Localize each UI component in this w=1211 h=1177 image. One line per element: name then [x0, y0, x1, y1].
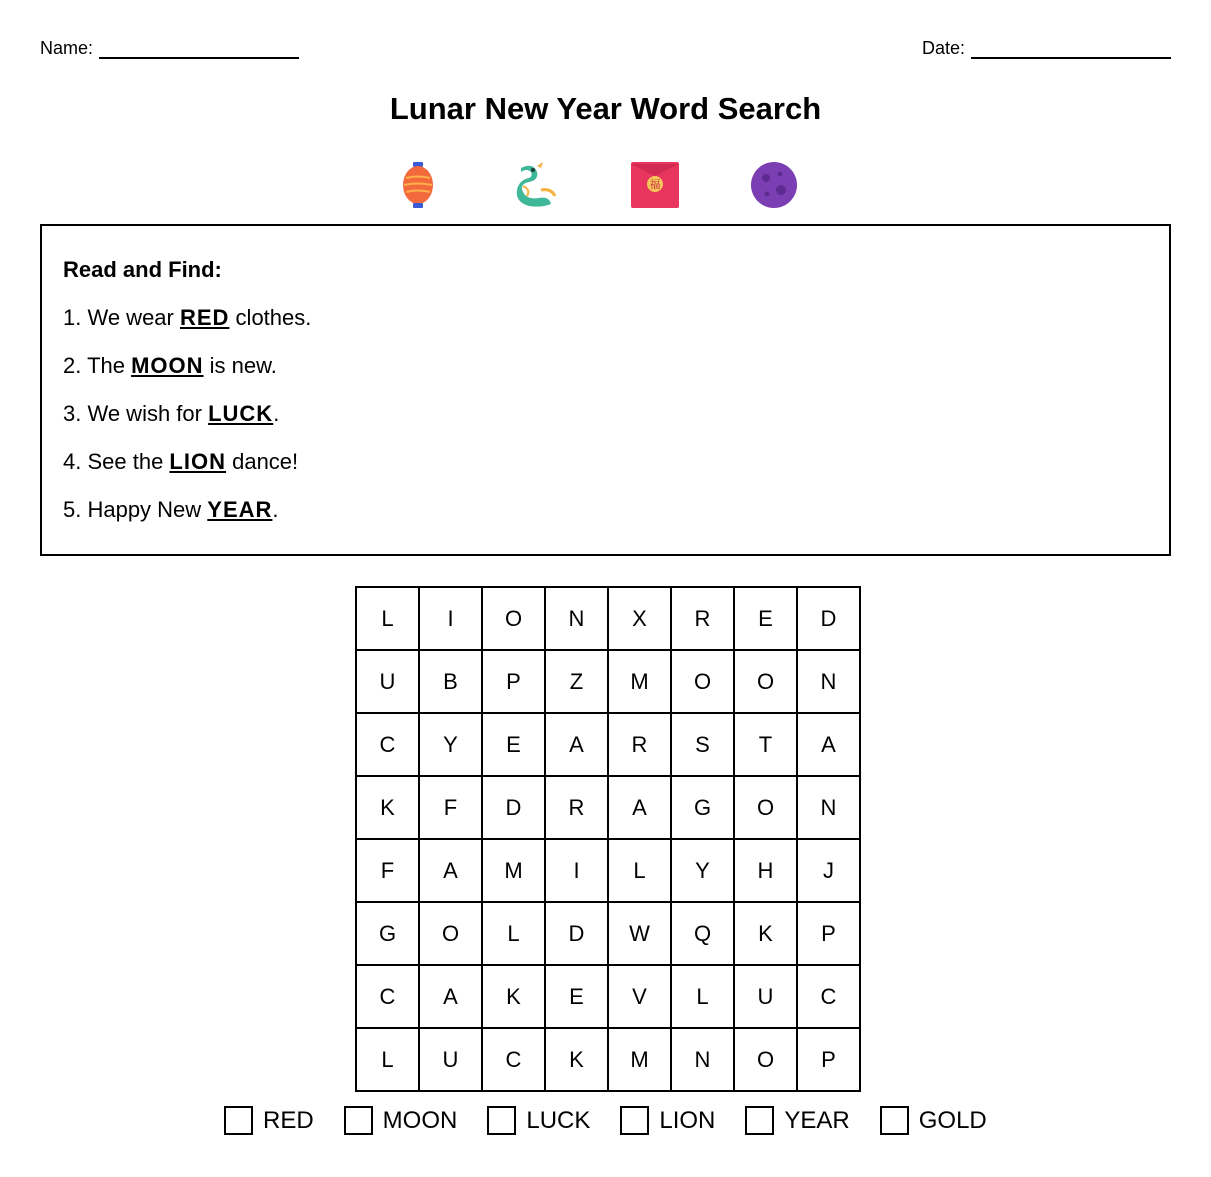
grid-cell[interactable]: U [734, 965, 797, 1028]
grid-cell[interactable]: M [482, 839, 545, 902]
grid-cell[interactable]: O [734, 650, 797, 713]
grid-cell[interactable]: U [419, 1028, 482, 1091]
grid-cell[interactable]: I [545, 839, 608, 902]
grid-cell[interactable]: V [608, 965, 671, 1028]
grid-cell[interactable]: M [608, 1028, 671, 1091]
grid-cell[interactable]: N [671, 1028, 734, 1091]
grid-cell[interactable]: Z [545, 650, 608, 713]
checklist-item-luck [487, 1106, 590, 1135]
grid-cell[interactable]: K [482, 965, 545, 1028]
grid-cell[interactable]: D [545, 902, 608, 965]
checklist-label: YEAR [784, 1106, 850, 1134]
date-label: Date: [921, 38, 965, 58]
grid-cell[interactable]: E [545, 965, 608, 1028]
word-search-grid [355, 586, 861, 1092]
checklist-label: MOON [382, 1106, 458, 1134]
grid-cell[interactable]: H [734, 839, 797, 902]
grid-cell[interactable]: C [482, 1028, 545, 1091]
grid-cell[interactable]: G [356, 902, 419, 965]
grid-cell[interactable]: Q [671, 902, 734, 965]
keyword: LION [169, 449, 226, 474]
checkbox[interactable] [224, 1106, 253, 1135]
grid-cell[interactable]: N [545, 587, 608, 650]
grid-cell[interactable]: O [482, 587, 545, 650]
grid-cell[interactable]: J [797, 839, 860, 902]
checkbox[interactable] [487, 1106, 516, 1135]
grid-cell[interactable]: T [734, 713, 797, 776]
checkbox[interactable] [620, 1106, 649, 1135]
grid-cell[interactable]: C [797, 965, 860, 1028]
grid-cell[interactable]: E [734, 587, 797, 650]
grid-cell[interactable]: P [482, 650, 545, 713]
grid-cell[interactable]: O [734, 776, 797, 839]
grid-row [356, 839, 860, 902]
grid-cell[interactable]: B [419, 650, 482, 713]
grid-cell[interactable]: K [545, 1028, 608, 1091]
sentence-5: 5. Happy New YEAR. [63, 497, 279, 522]
checklist-label: GOLD [918, 1106, 987, 1134]
grid-cell[interactable]: D [797, 587, 860, 650]
sentence-4: 4. See the LION dance! [63, 449, 299, 474]
grid-cell[interactable]: A [419, 839, 482, 902]
dragon-icon [511, 160, 561, 210]
lantern-icon [393, 160, 443, 210]
icon-row [0, 160, 1211, 212]
grid-cell[interactable]: O [419, 902, 482, 965]
grid-row [356, 587, 860, 650]
grid-cell[interactable]: C [356, 713, 419, 776]
grid-cell[interactable]: E [482, 713, 545, 776]
grid-cell[interactable]: L [356, 587, 419, 650]
name-line[interactable] [99, 41, 299, 59]
sentence-2: 2. The MOON is new. [63, 353, 277, 378]
grid-cell[interactable]: O [671, 650, 734, 713]
grid-cell[interactable]: F [419, 776, 482, 839]
grid-cell[interactable]: A [545, 713, 608, 776]
checklist-label: RED [263, 1106, 314, 1134]
moon-icon [749, 160, 799, 210]
date-field [922, 38, 1171, 59]
checklist-label: LION [659, 1106, 716, 1134]
grid-cell[interactable]: G [671, 776, 734, 839]
grid-cell[interactable]: A [797, 713, 860, 776]
page-title: Lunar New Year Word Search [389, 91, 822, 126]
checklist-item-moon [344, 1106, 458, 1135]
grid-cell[interactable]: R [545, 776, 608, 839]
grid-cell[interactable]: S [671, 713, 734, 776]
checklist-item-gold [880, 1106, 987, 1135]
name-label: Name: [40, 38, 94, 58]
keyword: MOON [131, 353, 204, 378]
checklist-item-lion [620, 1106, 715, 1135]
grid-row [356, 965, 860, 1028]
header-row [40, 38, 1171, 62]
grid-cell[interactable]: W [608, 902, 671, 965]
date-line[interactable] [971, 41, 1171, 59]
grid-cell[interactable]: N [797, 776, 860, 839]
checklist-label: LUCK [526, 1106, 591, 1134]
grid-cell[interactable]: O [734, 1028, 797, 1091]
grid-cell[interactable]: L [671, 965, 734, 1028]
grid-cell[interactable]: N [797, 650, 860, 713]
grid-cell[interactable]: K [356, 776, 419, 839]
grid-cell[interactable]: D [482, 776, 545, 839]
grid-cell[interactable]: L [356, 1028, 419, 1091]
checkbox[interactable] [745, 1106, 774, 1135]
instructions-heading: Read and Find: [63, 257, 222, 282]
grid-row [356, 713, 860, 776]
keyword: RED [179, 305, 230, 330]
grid-cell[interactable]: P [797, 902, 860, 965]
grid-cell[interactable]: K [734, 902, 797, 965]
grid-row [356, 776, 860, 839]
grid-cell[interactable]: Y [419, 713, 482, 776]
sentence-3: 3. We wish for LUCK. [63, 401, 280, 426]
red-envelope-icon [630, 160, 680, 210]
grid-cell[interactable]: C [356, 965, 419, 1028]
grid-cell[interactable]: F [356, 839, 419, 902]
sentence-1: 1. We wear RED clothes. [63, 305, 312, 330]
checkbox[interactable] [880, 1106, 909, 1135]
grid-cell[interactable]: X [608, 587, 671, 650]
grid-cell[interactable]: U [356, 650, 419, 713]
read-and-find-box [40, 224, 1171, 556]
grid-cell[interactable]: A [419, 965, 482, 1028]
grid-cell[interactable]: P [797, 1028, 860, 1091]
checklist-item-year [745, 1106, 849, 1135]
grid-row [356, 1028, 860, 1091]
grid-cell[interactable]: Y [671, 839, 734, 902]
keyword: YEAR [207, 497, 273, 522]
grid-cell[interactable]: I [419, 587, 482, 650]
name-field [40, 38, 299, 59]
checkbox[interactable] [344, 1106, 373, 1135]
word-checklist [224, 1106, 1017, 1135]
checklist-item-red [224, 1106, 314, 1135]
grid-cell[interactable]: R [608, 713, 671, 776]
keyword: LUCK [208, 401, 274, 426]
grid-row [356, 902, 860, 965]
grid-cell[interactable]: M [608, 650, 671, 713]
grid-row [356, 650, 860, 713]
grid-cell[interactable]: A [608, 776, 671, 839]
grid-cell[interactable]: L [608, 839, 671, 902]
grid-cell[interactable]: L [482, 902, 545, 965]
envelope-character: 福 [649, 178, 661, 191]
grid-cell[interactable]: R [671, 587, 734, 650]
